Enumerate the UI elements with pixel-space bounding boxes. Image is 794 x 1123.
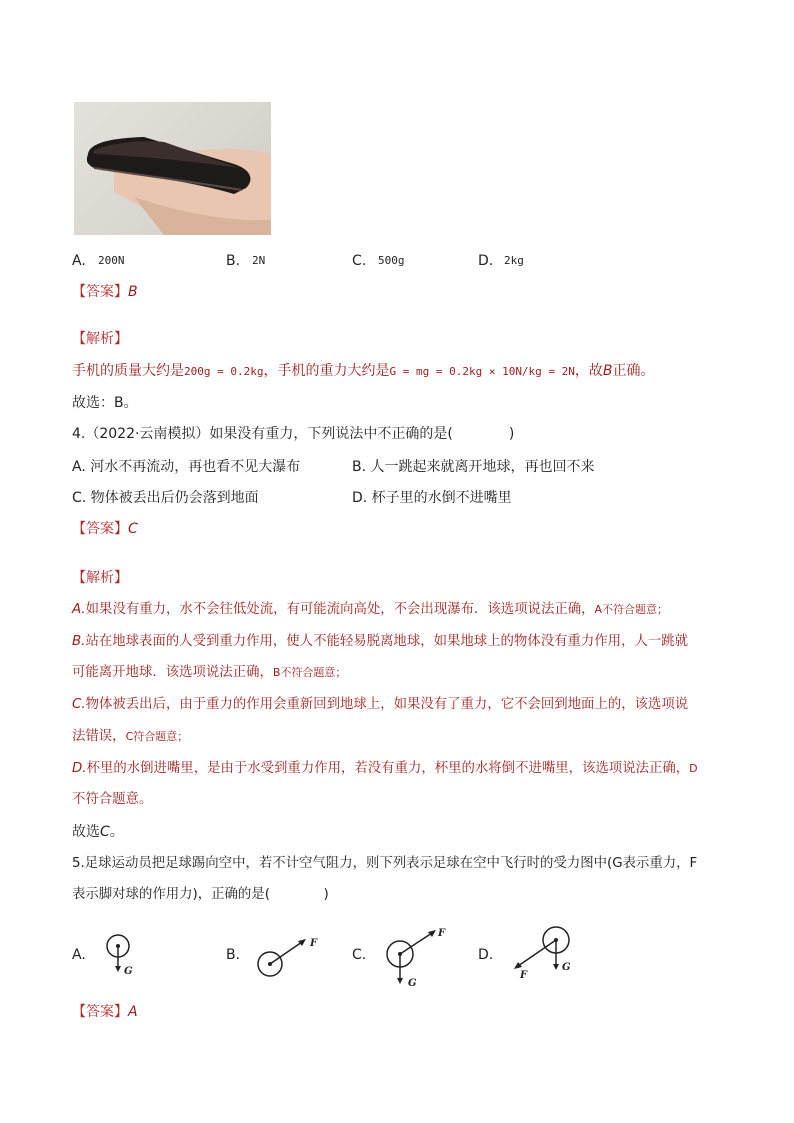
- q4-answer: 【答案】C: [72, 521, 138, 537]
- q5-answer: 【答案】A: [72, 1004, 138, 1020]
- q5-c-label-f: F: [438, 928, 446, 939]
- phone-on-hand-photo: [74, 102, 271, 235]
- option-a-text: 200N: [98, 254, 125, 267]
- q5-option-b-letter: B.: [226, 947, 241, 963]
- q5-figure-d: [506, 924, 582, 984]
- q3-choice: 故选：B。: [72, 395, 138, 411]
- q4-analysis-a: A.如果没有重力，水不会往低处流，有可能流向高处，不会出现瀑布．该选项说法正确，A不符合题意；: [72, 602, 669, 617]
- option-b-letter: B.: [226, 253, 241, 269]
- option-d-letter: D.: [478, 253, 494, 269]
- q3-analysis-label: 【解析】: [72, 331, 128, 347]
- q4-analysis-c-line2: 法错误，C符合题意；: [72, 729, 189, 744]
- q5-a-label-g: G: [124, 966, 133, 977]
- q5-option-d-letter: D.: [478, 947, 494, 963]
- q5-d-label-f: F: [520, 970, 528, 981]
- option-b-text: 2N: [252, 254, 266, 267]
- q5-stem-line2: 表示脚对球的作用力)，正确的是( ): [72, 887, 329, 902]
- q4-choice: 故选C。: [72, 824, 124, 840]
- q5-option-a-letter: A.: [72, 947, 86, 963]
- q5-figure-a: [96, 928, 146, 980]
- option-d-text: 2kg: [504, 254, 524, 267]
- q4-option-c: C. 物体被丢出后仍会落到地面: [72, 490, 259, 506]
- q4-option-a: A. 河水不再流动，再也看不见大瀑布: [72, 459, 301, 475]
- q4-analysis-d-line2: 不符合题意。: [72, 792, 153, 807]
- phone-illustration: [74, 102, 271, 235]
- q5-b-label-f: F: [310, 938, 318, 949]
- q4-analysis-label: 【解析】: [72, 570, 128, 586]
- q5-c-label-g: G: [408, 978, 417, 989]
- q4-option-b: B. 人一跳起来就离开地球，再也回不来: [352, 459, 595, 475]
- q5-figure-c: [378, 924, 454, 990]
- option-c-letter: C.: [352, 253, 367, 269]
- q5-option-c-letter: C.: [352, 947, 367, 963]
- q4-analysis-b-line1: B.站在地球表面的人受到重力作用，使人不能轻易脱离地球，如果地球上的物体没有重力作用，人一跳就: [72, 634, 689, 649]
- option-c-text: 500g: [378, 254, 405, 267]
- q4-analysis-c-line1: C.物体被丢出后，由于重力的作用会重新回到地球上，如果没有了重力，它不会回到地面上的，该选项说: [72, 697, 689, 712]
- q4-option-d: D. 杯子里的水倒不进嘴里: [352, 490, 512, 506]
- q3-analysis: 手机的质量大约是200g = 0.2kg，手机的重力大约是G = mg = 0.2kg × 10N/kg = 2N，故B正确。: [72, 363, 655, 379]
- q4-stem: 4.（2022·云南模拟）如果没有重力，下列说法中不正确的是( ): [72, 426, 515, 442]
- option-a-letter: A.: [72, 253, 86, 269]
- q4-analysis-b-line2: 可能离开地球．该选项说法正确，B不符合题意；: [72, 665, 347, 680]
- q5-d-label-g: G: [562, 962, 571, 973]
- q3-answer: 【答案】B: [72, 284, 138, 300]
- q4-analysis-d-line1: D.杯里的水倒进嘴里，是由于水受到重力作用，若没有重力，杯里的水将倒不进嘴里，该选项说法正确，D: [72, 761, 698, 776]
- q5-figure-b: [250, 934, 326, 978]
- q5-stem-line1: 5.足球运动员把足球踢向空中，若不计空气阻力，则下列表示足球在空中飞行时的受力图中(G表示重力，F: [72, 856, 698, 871]
